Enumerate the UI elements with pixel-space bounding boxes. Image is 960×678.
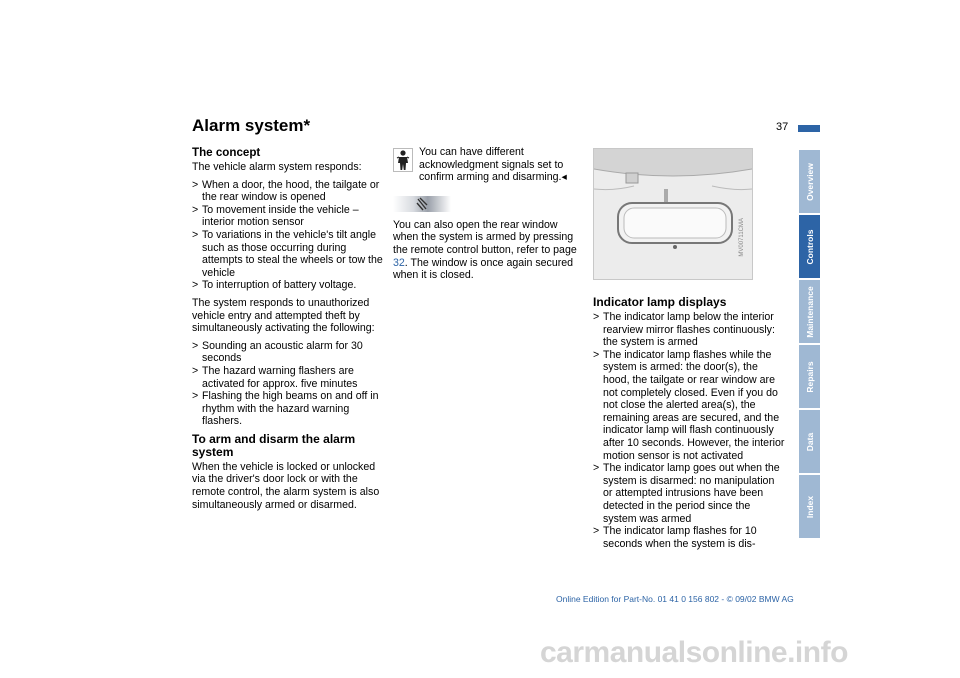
list-item: > The hazard warning flashers are activated for approx. five minutes xyxy=(192,364,358,390)
watermark: carmanualsonline.info xyxy=(540,636,848,669)
photo-code: MV00711CMA xyxy=(739,218,746,257)
page-reference-link[interactable]: 32 xyxy=(393,256,405,269)
column-left xyxy=(192,146,384,516)
list-item: > The indicator lamp flashes while the system is armed: the door(s), the hood, the tailgate or rear window are not completely closed. Even if you do not close the alerted area(s), the remaining areas are secured, and the indicator lamp will flash continuously after 10 seconds. However, the interior motion sensor is not activated xyxy=(593,348,785,462)
actions-list xyxy=(192,340,384,428)
page-title: Alarm system* xyxy=(192,116,311,135)
list-item: > When a door, the hood, the tailgate or the rear window is opened xyxy=(192,178,380,204)
list-item: > To interruption of battery voltage. xyxy=(192,279,357,292)
page-number: 37 xyxy=(776,121,789,133)
arm-paragraph: When the vehicle is locked or unlocked via the driver's door lock or with the remote control, the alarm system is also simultaneously armed or disarmed. xyxy=(192,460,380,511)
tab-maintenance[interactable]: Maintenance xyxy=(799,280,820,343)
arm-heading: To arm and disarm the alarm system xyxy=(192,431,356,459)
tab-controls[interactable]: Controls xyxy=(799,215,820,278)
responds-list xyxy=(192,179,384,292)
column-middle xyxy=(393,146,583,287)
tab-overview[interactable]: Overview xyxy=(799,150,820,213)
list-item: > To variations in the vehicle's tilt angle such as those occurring during attempts to steal the wheels or tow the vehicle xyxy=(192,228,383,279)
rear-window-paragraph: You can also open the rear window when the system is armed by pressing the remote control button, refer to page 32. The window is once again secured when it is closed. xyxy=(393,218,577,282)
ack-paragraph: You can have different acknowledgment signals set to confirm arming and disarming.◂ xyxy=(419,146,567,184)
indicator-heading: Indicator lamp displays xyxy=(593,295,727,309)
list-item: > The indicator lamp goes out when the system is disarmed: no manipulation or attempted intrusions have been detected in the period since the system was armed xyxy=(593,462,780,525)
rearview-mirror-image xyxy=(593,148,753,280)
list-item: > To movement inside the vehicle – interior motion sensor xyxy=(192,203,359,229)
section-tabs xyxy=(799,150,820,540)
list-item: > The indicator lamp flashes for 10 seconds when the system is dis- xyxy=(593,525,757,550)
list-item: > Flashing the high beams on and off in rhythm with the hazard warning flashers. xyxy=(192,390,379,428)
concept-intro: The vehicle alarm system responds: xyxy=(192,161,362,173)
responds-paragraph: The system responds to unauthorized vehicle entry and attempted theft by simultaneously activating the following: xyxy=(192,296,375,335)
tab-repairs[interactable]: Repairs xyxy=(799,345,820,408)
person-icon xyxy=(393,148,413,172)
list-item: > The indicator lamp below the interior rearview mirror flashes continuously: the system is armed xyxy=(593,311,775,349)
tab-data[interactable]: Data xyxy=(799,410,820,473)
footer-text: Online Edition for Part-No. 01 41 0 156 802 - © 09/02 BMW AG xyxy=(556,594,794,604)
column-right xyxy=(593,148,785,555)
indicator-list xyxy=(593,311,785,550)
tab-index[interactable]: Index xyxy=(799,475,820,538)
page-number-bar xyxy=(798,125,820,132)
car-icon xyxy=(393,196,451,212)
list-item: > Sounding an acoustic alarm for 30 seconds xyxy=(192,339,363,365)
concept-heading: The concept xyxy=(192,146,261,159)
